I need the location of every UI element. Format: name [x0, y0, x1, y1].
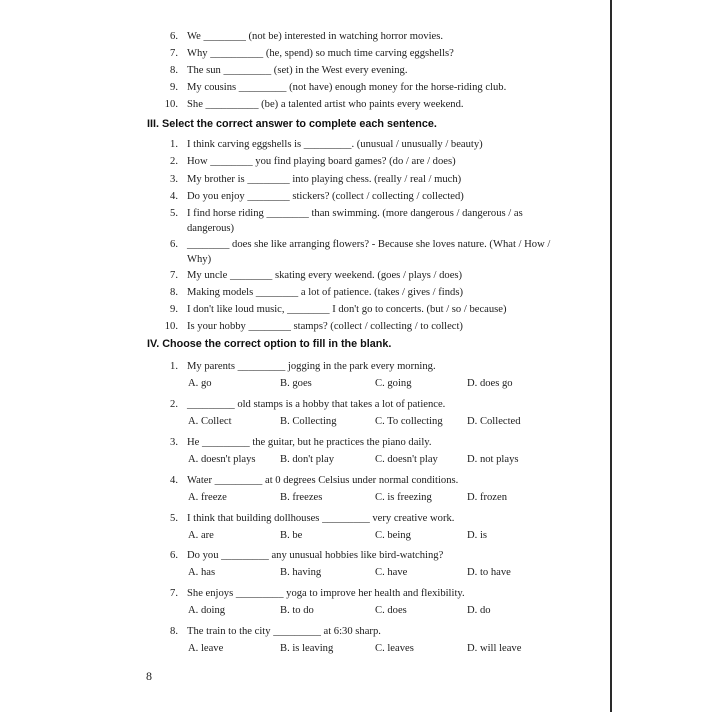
item-text: We ________ (not be) interested in watching horror movies. — [187, 31, 443, 42]
item-number: 3. — [170, 174, 178, 185]
item-text: ________ does she like arranging flowers? - Because she loves nature. (What / How / Why) — [187, 239, 551, 265]
option-a: A. are — [188, 530, 214, 541]
item-number: 9. — [170, 82, 178, 93]
item-text: Why __________ (he, spend) so much time carving eggshells? — [187, 48, 454, 59]
option-c: C. is freezing — [375, 492, 432, 503]
page-number: 8 — [146, 669, 152, 683]
option-a: A. leave — [188, 643, 224, 654]
item-text: Water _________ at 0 degrees Celsius under normal conditions. — [187, 475, 459, 486]
option-d: D. not plays — [467, 454, 519, 465]
option-d: D. frozen — [467, 492, 508, 503]
section-heading: IV. Choose the correct option to fill in the blank. — [147, 338, 392, 350]
item-number: 6. — [170, 550, 178, 561]
option-d: D. will leave — [467, 643, 522, 654]
option-a: A. doing — [188, 605, 226, 616]
item-number: 2. — [170, 156, 178, 167]
page-right-edge — [610, 0, 612, 712]
item-number: 6. — [170, 31, 178, 42]
option-b: B. goes — [280, 378, 312, 389]
item-number: 6. — [170, 239, 178, 250]
option-b: B. having — [280, 567, 322, 578]
item-text: I find horse riding ________ than swimming. (more dangerous / dangerous / as dangerous) — [187, 208, 523, 234]
item-number: 1. — [170, 361, 178, 372]
item-text: I think carving eggshells is _________. (unusual / unusually / beauty) — [187, 139, 483, 150]
option-d: D. Collected — [467, 416, 521, 427]
item-text: The train to the city _________ at 6:30 sharp. — [187, 626, 381, 637]
item-number: 10. — [164, 321, 178, 332]
item-text: Is your hobby ________ stamps? (collect / collecting / to collect) — [187, 321, 463, 332]
option-c: C. going — [375, 378, 412, 389]
item-text: _________ old stamps is a hobby that takes a lot of patience. — [187, 399, 446, 410]
option-b: B. Collecting — [280, 416, 337, 427]
item-text: She enjoys _________ yoga to improve her health and flexibility. — [187, 588, 465, 599]
item-text: She __________ (be) a talented artist who paints every weekend. — [187, 99, 464, 110]
item-number: 9. — [170, 304, 178, 315]
option-c: C. doesn't play — [375, 454, 438, 465]
option-c: C. have — [375, 567, 408, 578]
option-a: A. Collect — [188, 416, 232, 427]
item-number: 8. — [170, 65, 178, 76]
item-text: He _________ the guitar, but he practices the piano daily. — [187, 437, 432, 448]
option-b: B. is leaving — [280, 643, 334, 654]
option-c: C. leaves — [375, 643, 414, 654]
item-text: Making models ________ a lot of patience. (takes / gives / finds) — [187, 287, 463, 298]
item-text: Do you enjoy ________ stickers? (collect / collecting / collected) — [187, 191, 464, 202]
item-text: My parents _________ jogging in the park every morning. — [187, 361, 436, 372]
option-a: A. go — [188, 378, 212, 389]
item-number: 4. — [170, 475, 178, 486]
option-d: D. do — [467, 605, 491, 616]
item-number: 1. — [170, 139, 178, 150]
item-text: Do you _________ any unusual hobbies like bird-watching? — [187, 550, 444, 561]
item-number: 5. — [170, 513, 178, 524]
item-number: 8. — [170, 287, 178, 298]
option-d: D. to have — [467, 567, 511, 578]
item-number: 8. — [170, 626, 178, 637]
option-b: B. be — [280, 530, 303, 541]
item-text: I don't like loud music, ________ I don't go to concerts. (but / so / because) — [187, 304, 507, 315]
item-text: My uncle ________ skating every weekend. (goes / plays / does) — [187, 270, 463, 281]
item-number: 4. — [170, 191, 178, 202]
item-number: 3. — [170, 437, 178, 448]
option-b: B. to do — [280, 605, 314, 616]
option-a: A. doesn't plays — [188, 454, 256, 465]
option-b: B. don't play — [280, 454, 334, 465]
section-heading: III. Select the correct answer to complete each sentence. — [147, 118, 437, 130]
item-number: 7. — [170, 588, 178, 599]
option-c: C. being — [375, 530, 411, 541]
item-number: 5. — [170, 208, 178, 219]
item-number: 10. — [164, 99, 178, 110]
option-a: A. freeze — [188, 492, 227, 503]
item-number: 7. — [170, 270, 178, 281]
option-c: C. To collecting — [375, 416, 443, 427]
item-text: How ________ you find playing board games? (do / are / does) — [187, 156, 456, 167]
option-a: A. has — [188, 567, 216, 578]
option-c: C. does — [375, 605, 407, 616]
option-d: D. does go — [467, 378, 513, 389]
option-d: D. is — [467, 530, 488, 541]
item-text: My brother is ________ into playing chess. (really / real / much) — [187, 174, 462, 185]
option-b: B. freezes — [280, 492, 323, 503]
item-text: The sun _________ (set) in the West every evening. — [187, 65, 408, 76]
item-number: 7. — [170, 48, 178, 59]
item-text: I think that building dollhouses _________ very creative work. — [187, 513, 455, 524]
item-text: My cousins _________ (not have) enough money for the horse-riding club. — [187, 82, 507, 93]
item-number: 2. — [170, 399, 178, 410]
